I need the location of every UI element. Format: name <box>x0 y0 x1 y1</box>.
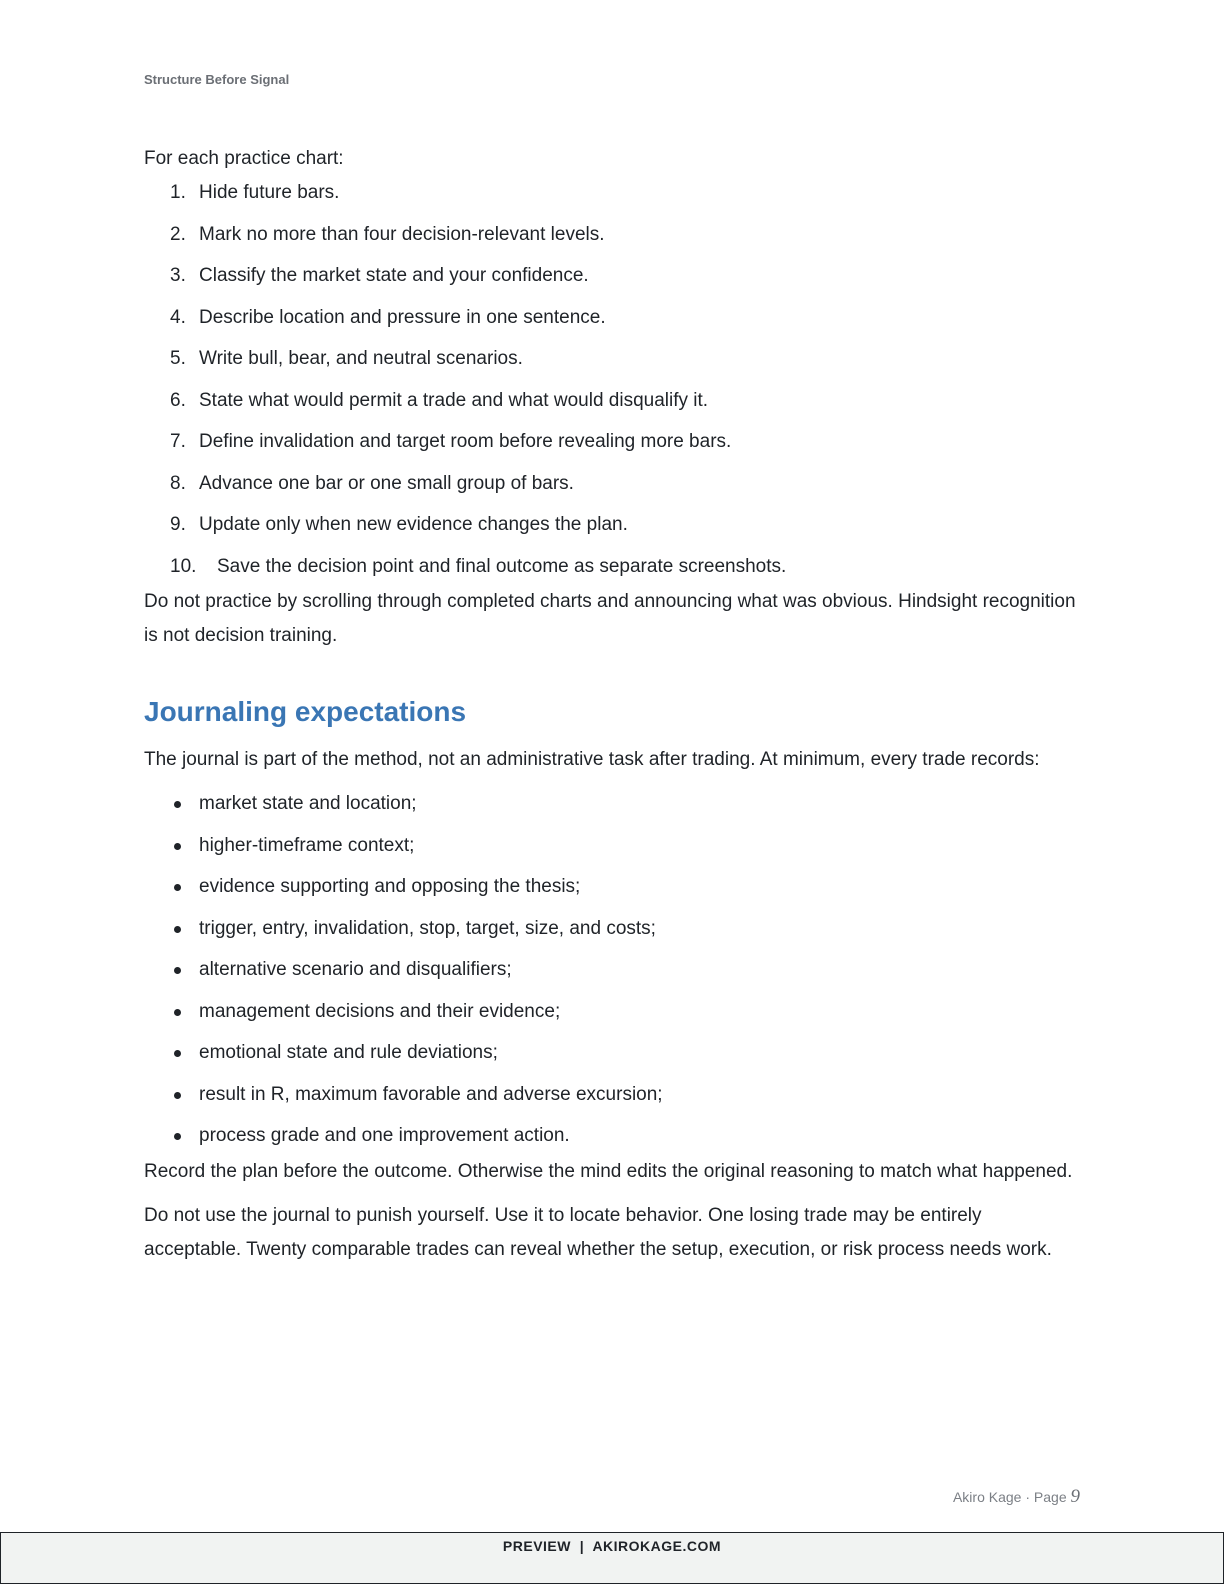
list-item <box>144 870 1079 912</box>
list-item-text: Define invalidation and target room before revealing more bars. <box>199 431 732 452</box>
document-body <box>144 142 1079 1267</box>
list-item-text: alternative scenario and disqualifiers; <box>199 959 512 980</box>
bullet-icon <box>174 843 181 850</box>
running-header-title: Structure Before Signal <box>144 72 290 87</box>
list-item <box>144 1078 1079 1120</box>
list-number: 2. <box>170 223 186 245</box>
footer-page-label: Page <box>1033 1489 1067 1505</box>
bullet-icon <box>174 967 181 974</box>
list-item-text: result in R, maximum favorable and adverse excursion; <box>199 1083 663 1105</box>
list-item <box>144 787 1079 829</box>
list-item <box>144 176 1079 218</box>
list-item <box>144 953 1079 995</box>
list-item-text: Write bull, bear, and neutral scenarios. <box>199 348 523 369</box>
list-item <box>144 384 1079 426</box>
list-item <box>144 425 1079 467</box>
list-item <box>144 829 1079 871</box>
list-number: 5. <box>170 348 186 369</box>
list-item <box>144 508 1079 550</box>
preview-banner-text: PREVIEW | AKIROKAGE.COM <box>502 1538 722 1554</box>
list-item-text: emotional state and rule deviations; <box>199 1042 498 1063</box>
bullet-icon <box>174 1009 181 1016</box>
bullet-icon <box>174 926 181 933</box>
bullet-icon <box>174 1133 181 1140</box>
list-number: 7. <box>170 431 186 452</box>
list-item <box>144 218 1079 260</box>
list-item <box>144 259 1079 301</box>
journaling-lead-paragraph: The journal is part of the method, not an administrative task after trading. At minimum, every trade records: <box>144 749 1040 770</box>
preview-banner <box>0 1532 1224 1584</box>
list-item-text: Mark no more than four decision-relevant levels. <box>199 223 605 245</box>
list-item <box>144 1036 1079 1078</box>
list-item-text: Save the decision point and final outcome as separate screenshots. <box>217 555 787 577</box>
list-item-text: higher-timeframe context; <box>199 834 415 856</box>
list-number: 4. <box>170 306 186 328</box>
journaling-paragraph-behavior: Do not use the journal to punish yourself. Use it to locate behavior. One losing trade may be entirely acceptable. Twenty comparable trades can reveal whether the setup, execution, or risk process needs work. <box>144 1204 1052 1260</box>
list-item-text: Hide future bars. <box>199 182 340 203</box>
journaling-paragraph-plan: Record the plan before the outcome. Otherwise the mind edits the original reasoning to match what happened. <box>144 1160 1073 1182</box>
list-item-text: Classify the market state and your confidence. <box>199 265 589 286</box>
list-item <box>144 550 1079 592</box>
list-item <box>144 995 1079 1037</box>
footer-author: Akiro Kage <box>952 1489 1022 1505</box>
journal-record-list <box>144 787 1079 1161</box>
list-item-text: State what would permit a trade and what would disqualify it. <box>199 389 709 411</box>
practice-intro: For each practice chart: <box>144 148 344 169</box>
list-item <box>144 467 1079 509</box>
page-footer <box>953 1486 1080 1508</box>
bullet-icon <box>174 1092 181 1099</box>
list-item <box>144 912 1079 954</box>
list-item-text: process grade and one improvement action. <box>199 1125 570 1146</box>
practice-closing-paragraph: Do not practice by scrolling through completed charts and announcing what was obvious. Hindsight recognition is not decision training. <box>144 591 1076 646</box>
list-item-text: management decisions and their evidence; <box>199 1000 561 1022</box>
list-item-text: Update only when new evidence changes the plan. <box>199 514 628 535</box>
bullet-icon <box>174 801 181 808</box>
list-item-text: evidence supporting and opposing the thesis; <box>199 876 581 897</box>
section-heading-journaling: Journaling expectations <box>144 696 467 727</box>
list-item <box>144 301 1079 343</box>
list-number: 8. <box>170 472 186 494</box>
list-item <box>144 1119 1079 1161</box>
footer-separator: · <box>1025 1489 1031 1505</box>
list-item-text: Advance one bar or one small group of bars. <box>199 472 574 494</box>
bullet-icon <box>174 884 181 891</box>
bullet-icon <box>174 1050 181 1057</box>
list-number: 9. <box>170 514 186 535</box>
list-number: 10. <box>170 555 197 577</box>
list-item <box>144 342 1079 384</box>
practice-steps-list <box>144 176 1079 591</box>
list-number: 6. <box>170 389 186 411</box>
list-item-text: market state and location; <box>199 793 417 814</box>
list-item-text: Describe location and pressure in one sentence. <box>199 306 606 328</box>
list-number: 3. <box>170 265 186 286</box>
list-item-text: trigger, entry, invalidation, stop, target, size, and costs; <box>199 917 656 939</box>
list-number: 1. <box>170 182 186 203</box>
footer-page-number: 9 <box>1070 1486 1080 1507</box>
